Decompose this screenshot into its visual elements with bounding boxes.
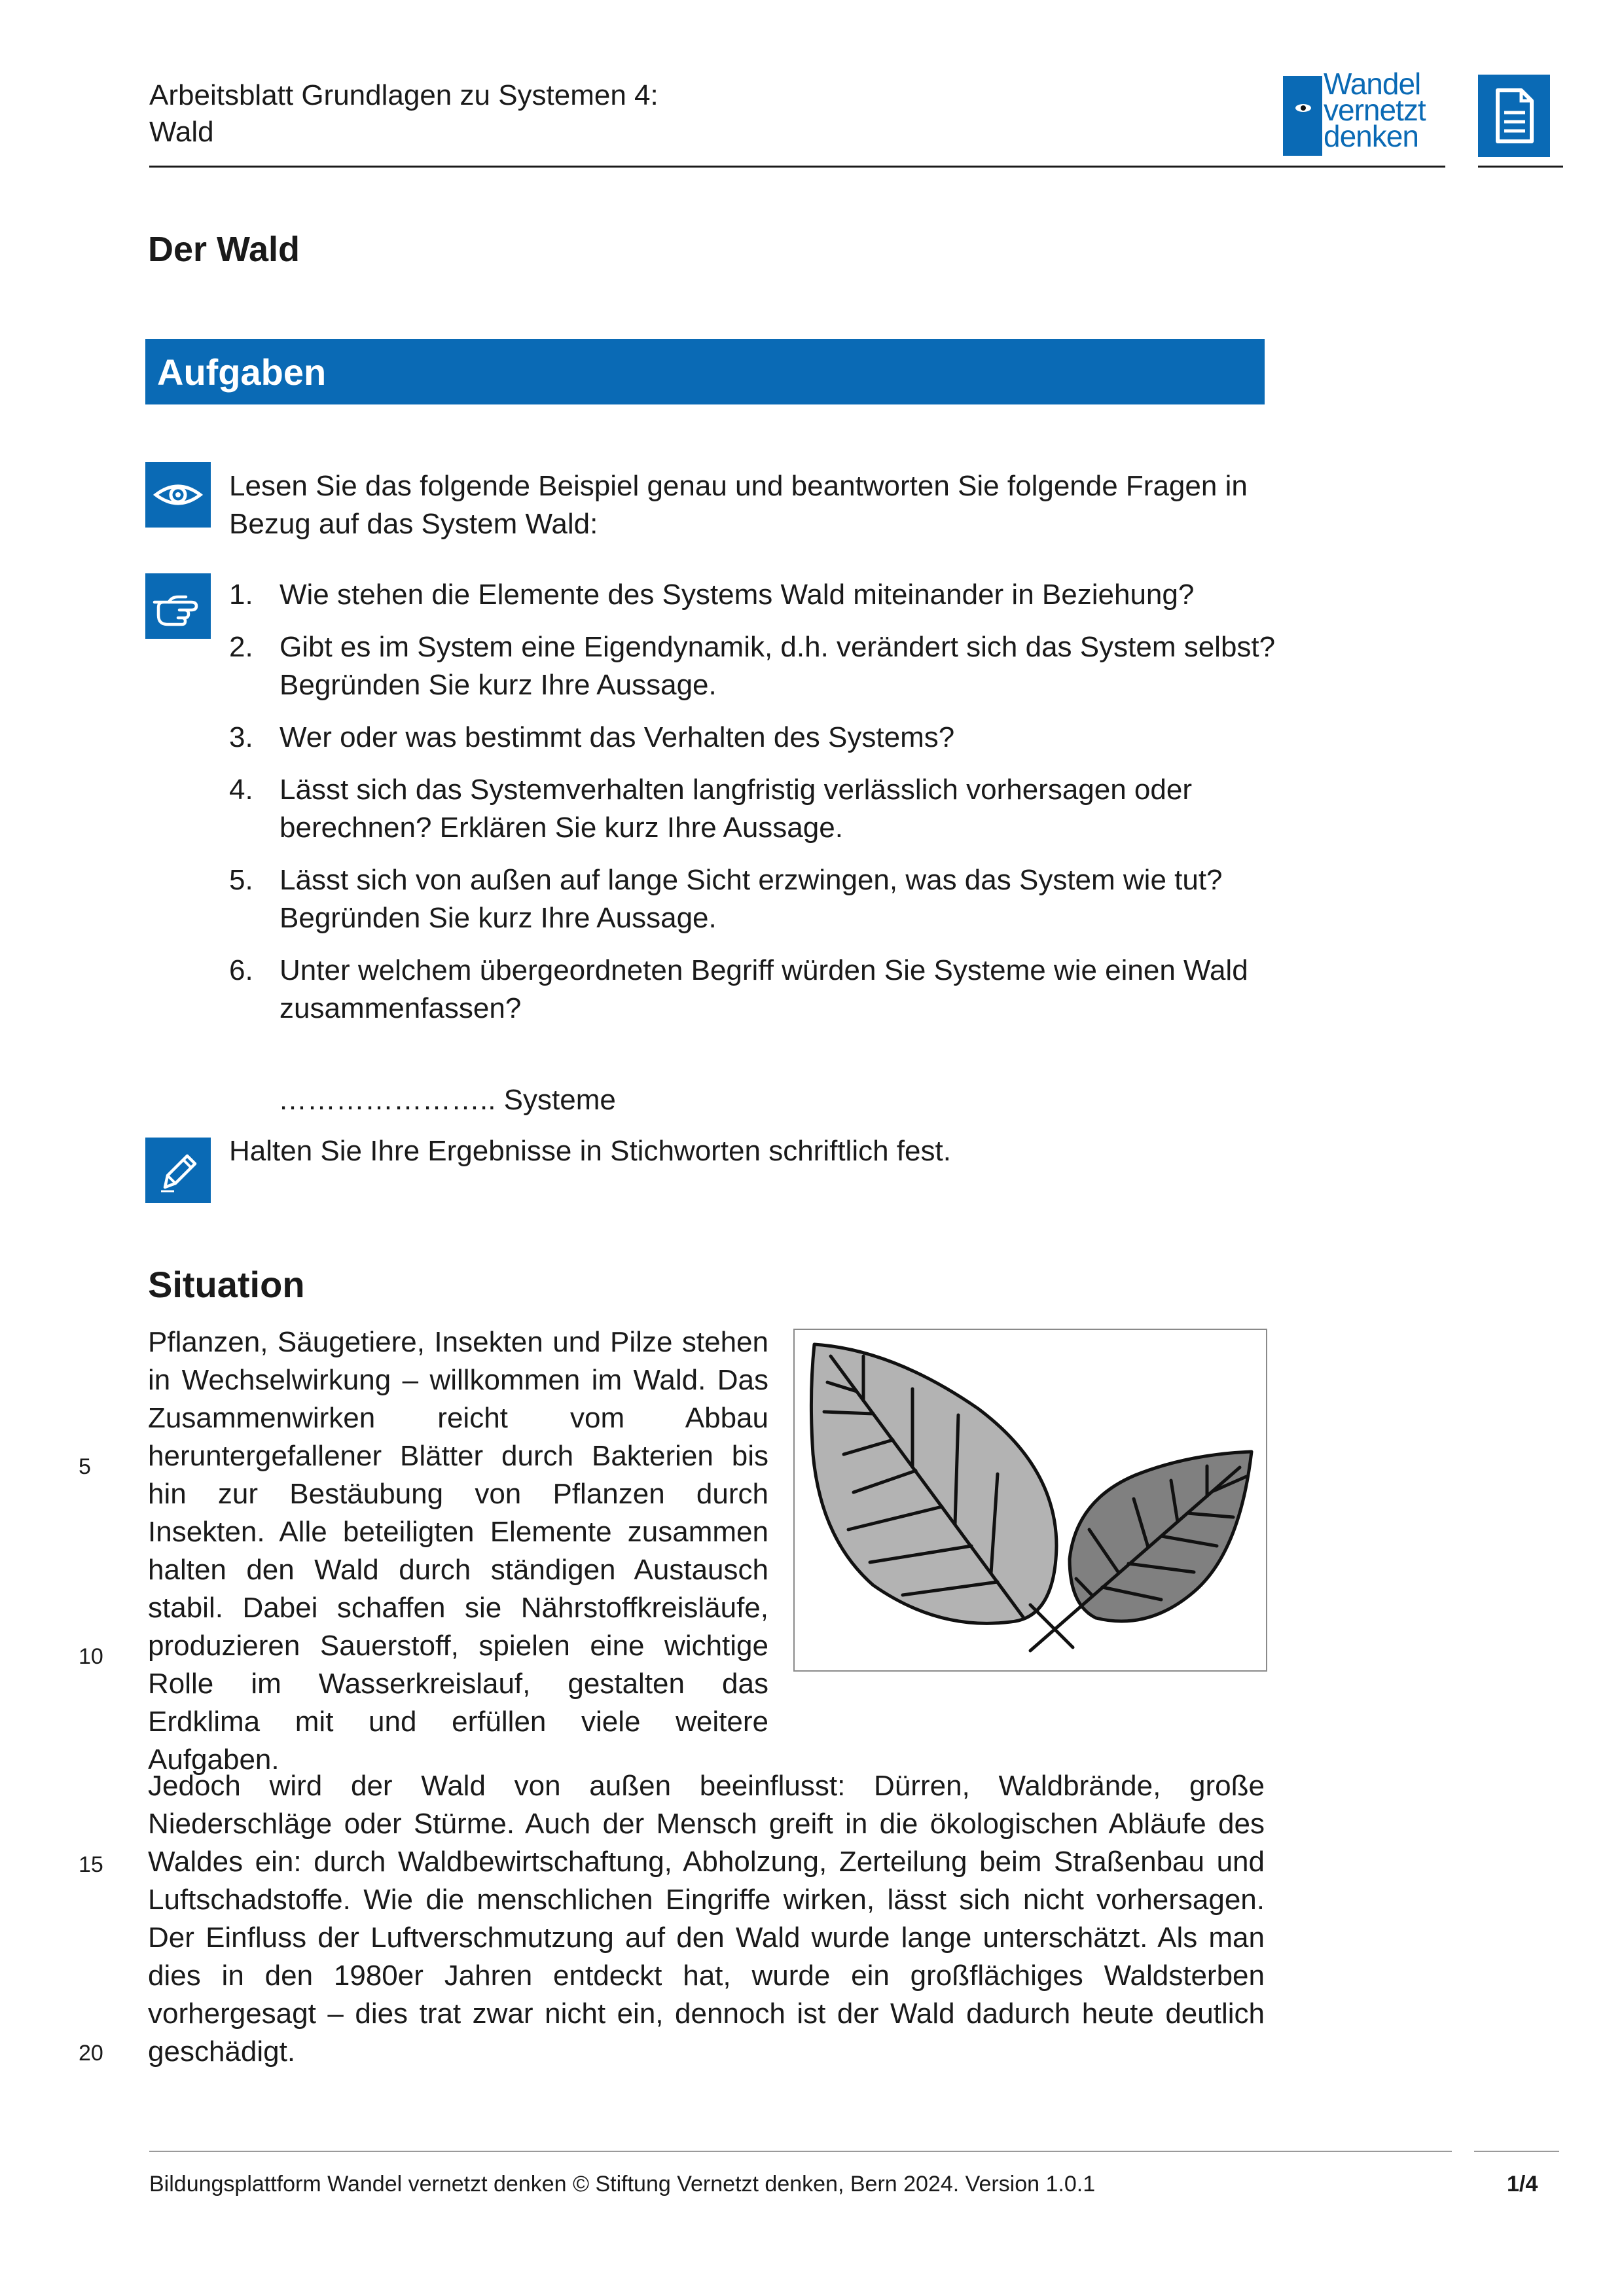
record-instruction: Halten Sie Ihre Ergebnisse in Stichworten schriftlich fest. (229, 1135, 951, 1167)
page-title: Der Wald (148, 230, 300, 269)
logo-line-1: Wandel (1324, 67, 1421, 101)
pointing-hand-icon (145, 573, 211, 639)
footer-copyright: Bildungsplattform Wandel vernetzt denken © Stiftung Vernetzt denken, Bern 2024. Version 1.0.1 (149, 2172, 1096, 2197)
question-item (229, 861, 1276, 937)
header-divider-right (1478, 166, 1563, 168)
line-number: 20 (79, 2041, 103, 2066)
question-number: 1. (229, 579, 253, 611)
footer-divider-right (1474, 2151, 1559, 2152)
question-item (229, 771, 1276, 847)
document-icon (1478, 75, 1550, 157)
question-text: Wer oder was bestimmt das Verhalten des Systems? (280, 721, 955, 753)
document-badge (1478, 75, 1550, 157)
page-number: 1/4 (1507, 2172, 1538, 2197)
line-number: 5 (79, 1454, 91, 1479)
question-item (229, 952, 1276, 1028)
question-text: Gibt es im System eine Eigendynamik, d.h. verändert sich das System selbst? Begründen Sie kurz Ihre Aussage. (280, 631, 1276, 701)
tasks-heading: Aufgaben (157, 351, 327, 393)
fill-in-blank: ………………….. Systeme (278, 1084, 616, 1116)
situation-paragraph-2: Jedoch wird der Wald von außen beeinflusst: Dürren, Waldbrände, große Niederschläge oder Stürme. Auch der Mensch greift in die ökologischen Abläufe des Waldes ein: durch Waldbewirtschaftung, Abholzung, Zerteilung beim Straßenbau und Luftschadstoffe. Wie die menschlichen Eingriffe wirken, lässt sich nicht vorhersagen. Der Einfluss der Luftverschmutzung auf den Wald wurde lange unterschätzt. Als man dies in den 1980er Jahren entdeckt hat, wurde ein großflächiges Waldsterben vorhergesagt – dies trat zwar nicht ein, dennoch ist der Wald dadurch heute deutlich geschädigt. (148, 1770, 1265, 2068)
header-title-line-2: Wald (149, 116, 214, 148)
tasks-heading-bar (145, 339, 1265, 404)
worksheet-header-title (149, 77, 659, 151)
leaves-illustration (793, 1329, 1267, 1672)
read-task-marker (145, 462, 211, 528)
logo-wordmark (1324, 67, 1426, 153)
question-number: 4. (229, 774, 253, 806)
question-number: 5. (229, 864, 253, 896)
footer-divider (149, 2151, 1452, 2152)
header-title-line-1: Arbeitsblatt Grundlagen zu Systemen 4: (149, 79, 659, 111)
question-text: Lässt sich von außen auf lange Sicht erzwingen, was das System wie tut? Begründen Sie kurz Ihre Aussage. (280, 864, 1223, 934)
question-text: Wie stehen die Elemente des Systems Wald miteinander in Beziehung? (280, 579, 1195, 611)
wandel-vernetzt-denken-logo (1283, 67, 1460, 158)
question-text: Lässt sich das Systemverhalten langfristig verlässlich vorhersagen oder berechnen? Erklären Sie kurz Ihre Aussage. (280, 774, 1192, 844)
question-number: 6. (229, 954, 253, 986)
eye-icon (145, 462, 211, 528)
logo-eye-icon (1295, 103, 1312, 113)
question-list (229, 576, 1276, 1042)
question-item (229, 576, 1276, 614)
question-text: Unter welchem übergeordneten Begriff würden Sie Systeme wie einen Wald zusammenfassen? (280, 954, 1248, 1024)
line-number: 10 (79, 1644, 103, 1669)
task-intro: Lesen Sie das folgende Beispiel genau und beantworten Sie folgende Fragen in Bezug auf das System Wald: (229, 470, 1248, 540)
situation-paragraph-1: Pflanzen, Säugetiere, Insekten und Pilze stehen in Wechselwirkung – willkommen im Wald. Das Zusammenwirken reicht vom Abbau heruntergefallener Blätter durch Bakterien bis hin zur Bestäubung von Pflanzen durch Insekten. Alle beteiligten Elemente zusammen halten den Wald durch ständigen Austausch stabil. Dabei schaffen sie Nährstoffkreisläufe, produzieren Sauerstoff, spielen eine wichtige Rolle im Wasserkreislauf, gestalten das Erdklima mit und erfüllen viele weitere Aufgaben. (148, 1326, 768, 1776)
pencil-icon (145, 1138, 211, 1203)
questions-marker (145, 573, 211, 639)
question-item (229, 719, 1276, 757)
logo-bar (1283, 76, 1322, 156)
question-number: 2. (229, 631, 253, 663)
question-item (229, 628, 1276, 704)
leaves-icon (795, 1330, 1266, 1670)
situation-heading: Situation (148, 1264, 305, 1305)
line-number: 15 (79, 1852, 103, 1877)
question-number: 3. (229, 721, 253, 753)
write-task-marker (145, 1138, 211, 1203)
logo-line-2: vernetzt (1324, 93, 1426, 127)
logo-line-3: denken (1324, 119, 1418, 153)
header-divider (149, 166, 1445, 168)
